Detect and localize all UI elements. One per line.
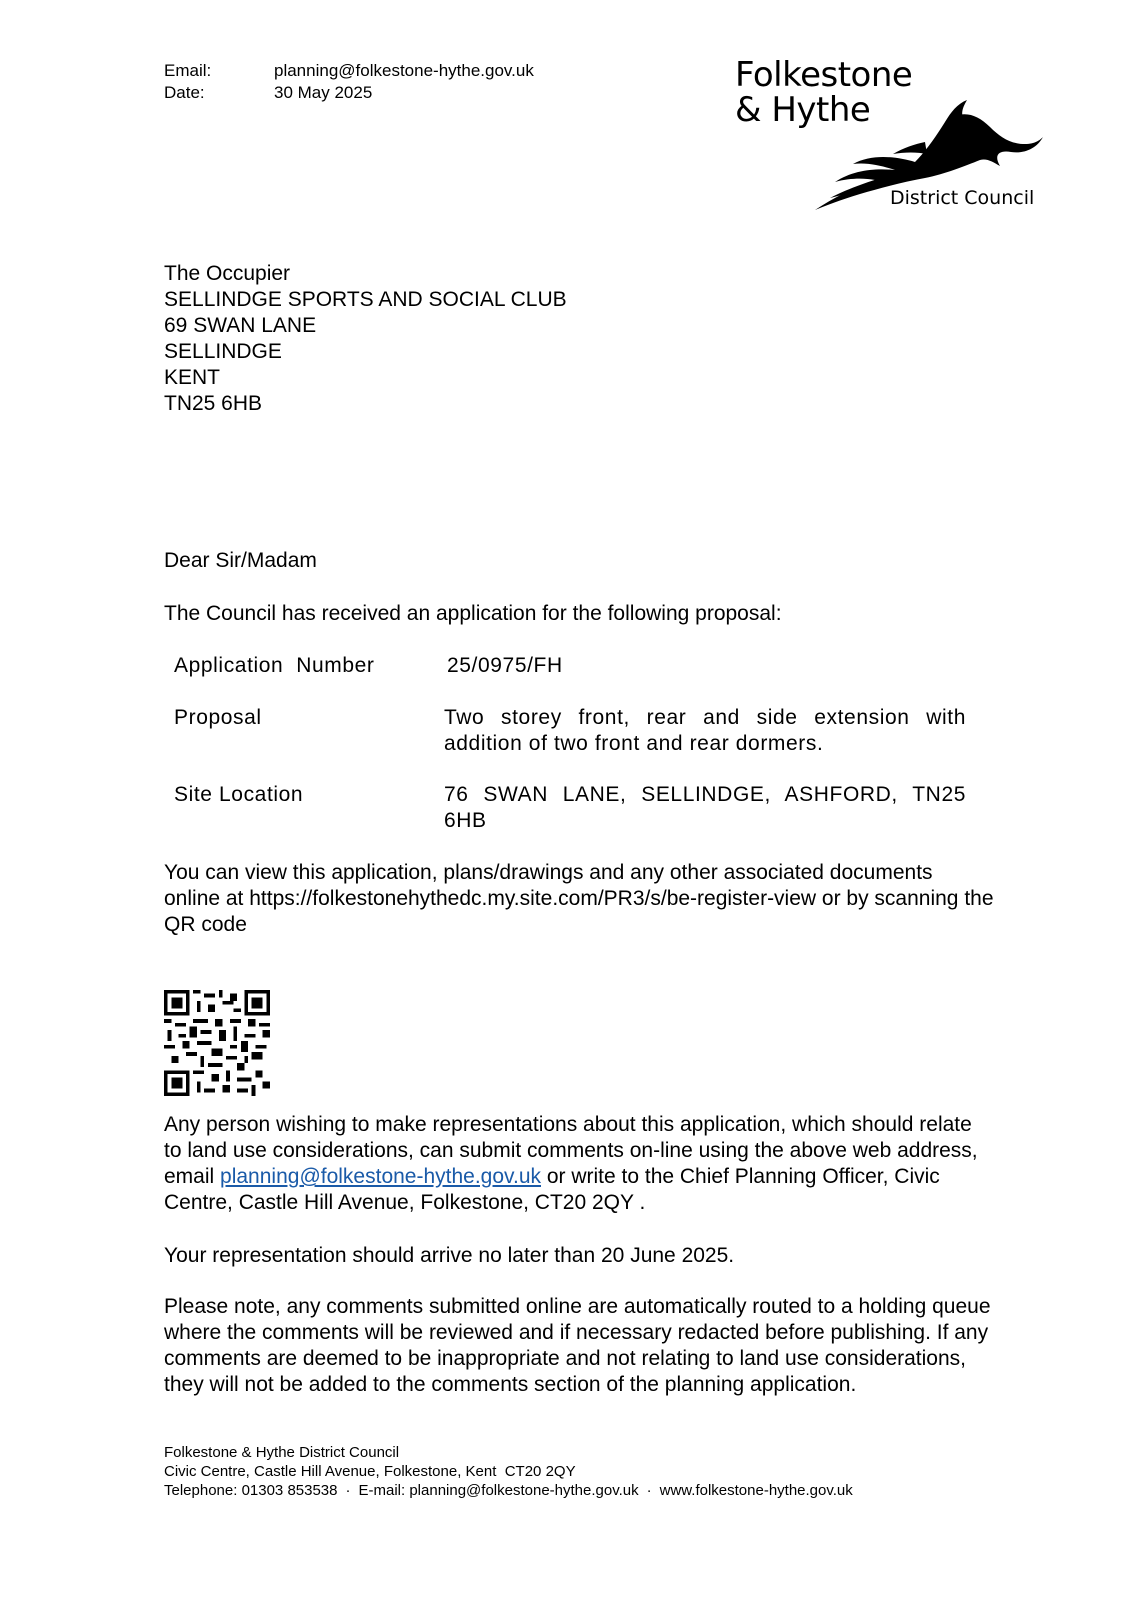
header-meta: [164, 60, 534, 104]
email-label: Email:: [164, 61, 212, 80]
qr-code-icon[interactable]: [164, 990, 270, 1096]
address-line: SELLINDGE SPORTS AND SOCIAL CLUB: [164, 288, 567, 311]
address-line: KENT: [164, 366, 221, 389]
application-number-value: 25/0975/FH: [447, 654, 563, 677]
planning-email-link[interactable]: planning@folkestone-hythe.gov.uk: [220, 1165, 541, 1188]
address-line: SELLINDGE: [164, 340, 282, 363]
footer-email: E-mail: planning@folkestone-hythe.gov.uk: [358, 1482, 639, 1499]
date-value: 30 May 2025: [274, 83, 373, 102]
view-online-paragraph: You can view this application, plans/drawings and any other associated documents online at https://folkestonehythedc.my.site.com/PR3/s/be-register-view or by scanning the QR code: [164, 861, 994, 936]
site-location-label: Site Location: [174, 783, 304, 806]
salutation: Dear Sir/Madam: [164, 549, 317, 572]
council-logo: [735, 52, 1045, 212]
logo-line-2: & Hythe: [735, 90, 871, 130]
email-row: [164, 60, 534, 82]
footer: [164, 1443, 853, 1500]
footer-phone: Telephone: 01303 853538: [164, 1482, 338, 1499]
deadline-paragraph: Your representation should arrive no later than 20 June 2025.: [164, 1244, 735, 1267]
representations-text-2: or write to the Chief Planning Officer, Civic Centre, Castle Hill Avenue, Folkestone, CT20 2QY .: [164, 1165, 940, 1214]
footer-separator: ·: [646, 1482, 652, 1499]
footer-separator: ·: [345, 1482, 351, 1499]
footer-line-1: Folkestone & Hythe District Council: [164, 1444, 400, 1461]
date-row: [164, 82, 534, 104]
date-label: Date:: [164, 83, 205, 102]
proposal-label: Proposal: [174, 706, 262, 729]
proposal-value: Two storey front, rear and side extension with addition of two front and rear dormers.: [444, 706, 966, 755]
address-line: TN25 6HB: [164, 392, 263, 415]
address-line: 69 SWAN LANE: [164, 314, 317, 337]
site-location-value: 76 SWAN LANE, SELLINDGE, ASHFORD, TN25 6HB: [444, 783, 966, 832]
footer-web: www.folkestone-hythe.gov.uk: [659, 1482, 853, 1499]
logo-subtitle: District Council: [890, 187, 1035, 209]
note-paragraph: Please note, any comments submitted online are automatically routed to a holding queue where the comments will be reviewed and if necessary redacted before publishing. If any comments are deemed to be inappropriate and not relating to land use considerations, they will not be added to the comments section of the planning application.: [164, 1295, 991, 1396]
representations-paragraph: [164, 1112, 994, 1216]
footer-contact-line: [164, 1481, 853, 1500]
address-line: The Occupier: [164, 262, 291, 285]
representations-text-1: Any person wishing to make representations about this application, which should relate to land use considerations, can submit comments on-line using the above web address, email: [164, 1113, 978, 1188]
logo-line-1: Folkestone: [735, 55, 913, 95]
footer-line-2: Civic Centre, Castle Hill Avenue, Folkestone, Kent CT20 2QY: [164, 1463, 576, 1480]
application-number-label: Application Number: [174, 654, 375, 677]
recipient-address: [164, 261, 567, 417]
email-value: planning@folkestone-hythe.gov.uk: [274, 61, 534, 80]
intro-paragraph: The Council has received an application for the following proposal:: [164, 602, 782, 625]
